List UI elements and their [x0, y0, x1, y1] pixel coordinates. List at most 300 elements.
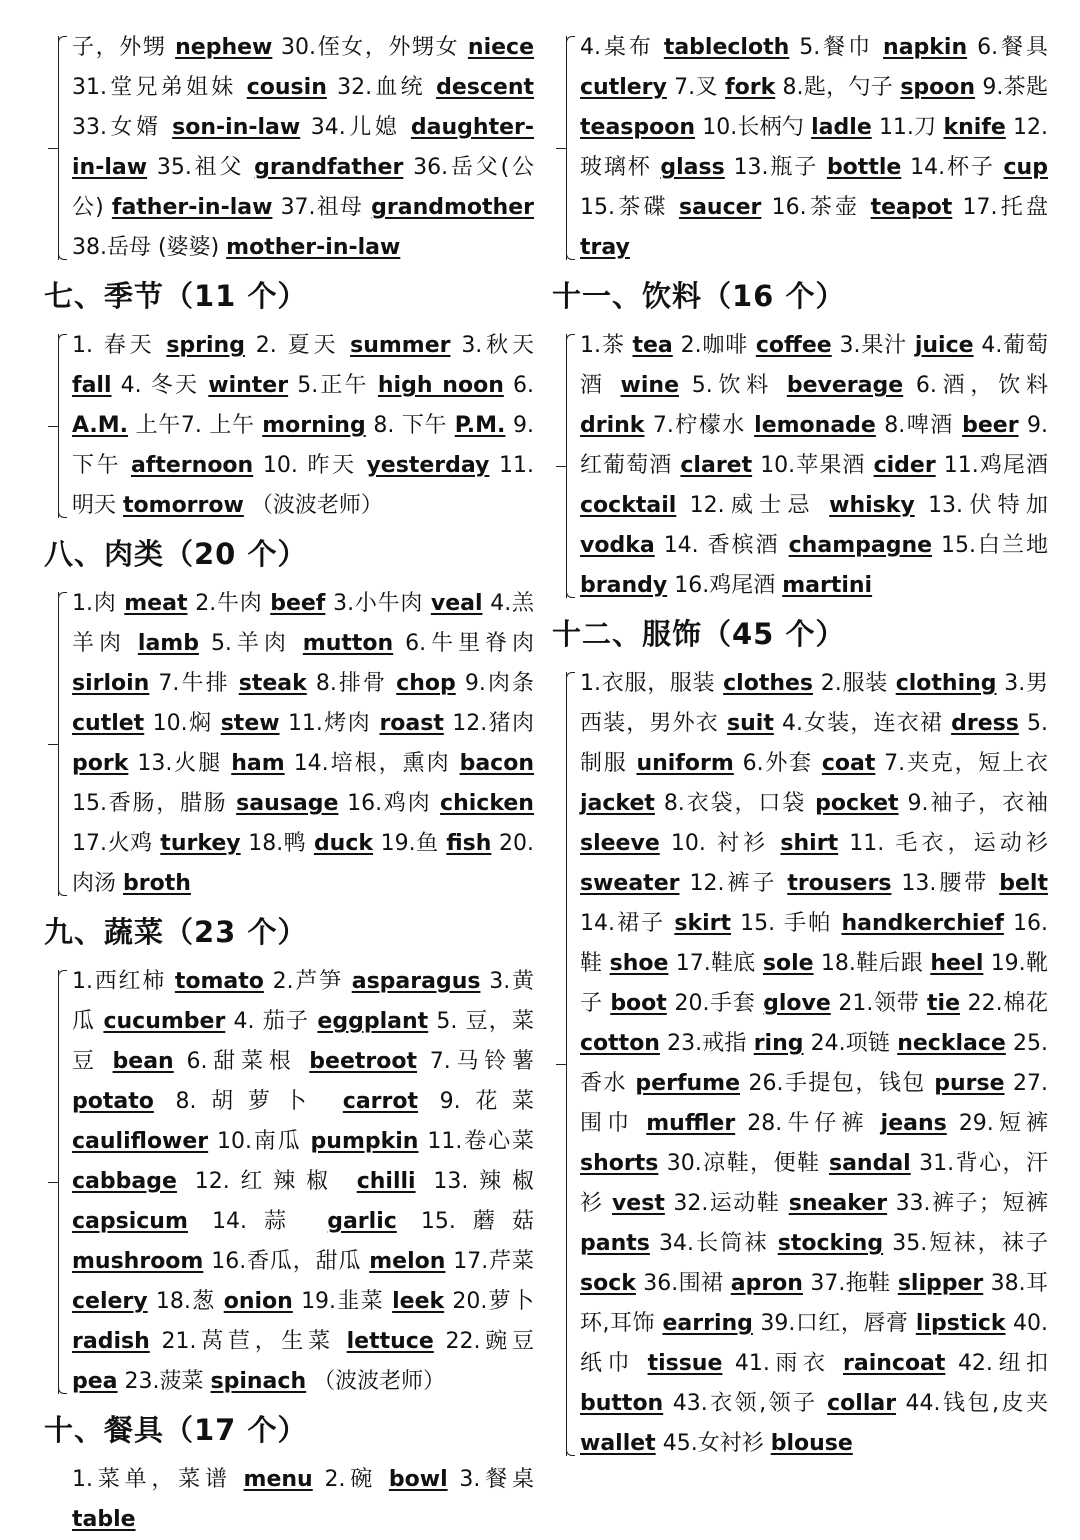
brace-icon [556, 36, 578, 260]
vocab-item [281, 35, 534, 60]
chinese-term: 4. 茄子 [233, 1009, 310, 1034]
english-word: heel [930, 951, 984, 976]
vocab-item [690, 493, 915, 518]
vocab-item [256, 333, 451, 358]
english-word: stew [220, 711, 280, 736]
chinese-term: 8.衣袋，口袋 [663, 791, 807, 816]
chinese-term: 3.餐桌 [459, 1467, 534, 1492]
chinese-term: 35.短袜，袜子 [892, 1231, 1048, 1256]
vocab-item [749, 1071, 1005, 1096]
chinese-term: 21.莴苣，生菜 [161, 1329, 335, 1354]
vocab-item [325, 1467, 448, 1492]
vegetables-block [44, 962, 534, 1402]
vocab-item [72, 235, 400, 260]
chinese-term: 35.祖父 [156, 155, 245, 180]
chinese-term: 5.制服 [580, 711, 1048, 776]
english-word: glove [763, 991, 831, 1016]
english-word: cocktail [580, 493, 677, 518]
english-word: dress [951, 711, 1019, 736]
chinese-term: 37.祖母 [280, 195, 363, 220]
chinese-term: 23.菠菜 [124, 1369, 204, 1394]
english-word: ham [231, 751, 285, 776]
chinese-term: 16.鸡肉 [347, 791, 432, 816]
chinese-term: 2.咖啡 [680, 333, 749, 358]
chinese-term: 25.香水 [580, 1031, 1048, 1096]
chinese-term: 4.桌布 [580, 35, 654, 60]
vocab-item [125, 1369, 307, 1394]
vocab-item [217, 1129, 418, 1154]
chinese-term: 5.正午 [297, 373, 369, 398]
vocab-item [659, 1231, 883, 1256]
vocab-item [674, 75, 775, 100]
chinese-term: 19.靴子 [580, 951, 1048, 1016]
vocab-item [910, 155, 1048, 180]
vocab-item [72, 1467, 313, 1492]
english-word: clothing [895, 671, 997, 696]
vocab-item [72, 115, 300, 140]
english-word: tomato [174, 969, 264, 994]
vocab-item [281, 195, 534, 220]
vocab-item [121, 373, 288, 398]
chinese-term: 9.花菜 [439, 1089, 534, 1114]
chinese-term: 17.火鸡 [72, 831, 153, 856]
english-word: leek [392, 1289, 445, 1314]
chinese-term: 8.排骨 [315, 671, 388, 696]
vocab-item [297, 373, 504, 398]
vocab-item [692, 373, 903, 398]
english-word: muffler [646, 1111, 736, 1136]
english-word: garlic [327, 1209, 397, 1234]
english-word: sneaker [788, 1191, 888, 1216]
english-word: mother-in-law [226, 235, 401, 260]
chinese-term: 5.羊肉 [210, 631, 291, 656]
english-word: afternoon [130, 453, 254, 478]
chinese-term: 1.菜单，菜谱 [72, 1467, 232, 1492]
vocab-item [580, 195, 761, 220]
vocab-item [673, 1391, 896, 1416]
english-word: wallet [580, 1431, 656, 1456]
chinese-term: 5.餐巾 [799, 35, 874, 60]
vocab-item [783, 75, 976, 100]
english-word: cotton [580, 1031, 660, 1056]
english-word: button [580, 1391, 664, 1416]
english-word: broth [123, 871, 191, 896]
vocab-item [273, 969, 481, 994]
vocab-item [161, 1329, 433, 1354]
english-word: skirt [674, 911, 731, 936]
english-word: tea [632, 333, 673, 358]
chinese-term: 29.短裤 [958, 1111, 1048, 1136]
english-word: drink [580, 413, 645, 438]
english-word: shirt [780, 831, 839, 856]
english-word: jacket [580, 791, 655, 816]
english-word: asparagus [351, 969, 481, 994]
vocab-item [676, 951, 814, 976]
vocab-item [760, 1311, 1005, 1336]
tableware-heading: 十、餐具（17 个） [44, 1413, 308, 1447]
english-word: high noon [377, 373, 504, 398]
seasons-block [44, 326, 534, 526]
english-word: slipper [897, 1271, 984, 1296]
english-word: blouse [770, 1431, 853, 1456]
english-word: brandy [580, 573, 668, 598]
english-word: sausage [236, 791, 339, 816]
chinese-term: 3.小牛肉 [333, 591, 424, 616]
vocab-item [840, 333, 974, 358]
chinese-term: 13.辣椒 [433, 1169, 534, 1194]
english-word: table [72, 1507, 136, 1532]
vocab-item [782, 711, 1019, 736]
chinese-term: 10. 昨天 [262, 453, 357, 478]
chinese-term: 10.南瓜 [217, 1129, 302, 1154]
english-word: handkerchief [841, 911, 1004, 936]
chinese-term: 43.衣领,领子 [672, 1391, 818, 1416]
english-word: teaspoon [580, 115, 696, 140]
vocab-item [674, 573, 872, 598]
english-word: necklace [897, 1031, 1006, 1056]
chinese-term: 5.饮料 [691, 373, 775, 398]
vocab-item [72, 791, 338, 816]
english-word: melon [369, 1249, 446, 1274]
chinese-term: 11. 明天 [72, 453, 535, 518]
brace-icon [48, 970, 70, 1394]
english-word: niece [467, 35, 535, 60]
chinese-term: 8.匙，勺子 [782, 75, 894, 100]
english-word: lemonade [754, 413, 876, 438]
chinese-term: 42.纽扣 [957, 1351, 1048, 1376]
vocab-item [288, 711, 444, 736]
vocab-item [689, 871, 891, 896]
vocab-item [838, 991, 960, 1016]
chinese-term: 31.背心，汗衫 [580, 1151, 1048, 1216]
english-word: fork [725, 75, 776, 100]
chinese-term: 19.韭菜 [301, 1289, 384, 1314]
english-word: veal [430, 591, 483, 616]
vocab-item [740, 911, 1004, 936]
vocab-item [674, 991, 830, 1016]
vocab-item [772, 195, 953, 220]
english-word: cauliflower [72, 1129, 209, 1154]
english-word: cucumber [103, 1009, 226, 1034]
chinese-term: 3.秋天 [461, 333, 534, 358]
chinese-term: 14.杯子 [910, 155, 995, 180]
english-word: daughter-in-law [72, 115, 534, 180]
vocab-item [879, 115, 1006, 140]
vocab-item [580, 35, 789, 60]
english-word: carrot [342, 1089, 419, 1114]
chinese-term: 9.肉条 [464, 671, 534, 696]
seasons-heading: 七、季节（11 个） [44, 279, 308, 313]
chinese-term: 3.男西装，男外衣 [580, 671, 1048, 736]
chinese-term: 16.茶壶 [771, 195, 861, 220]
meat-block [44, 584, 534, 904]
chinese-term: 31.堂兄弟姐妹 [72, 75, 237, 100]
english-word: winter [208, 373, 289, 398]
english-word: son-in-law [172, 115, 301, 140]
chinese-term: 10.苹果酒 [760, 453, 866, 478]
chinese-term: 20.萝卜 [452, 1289, 534, 1314]
english-word: knife [943, 115, 1006, 140]
english-word: grandfather [254, 155, 404, 180]
vocab-item [212, 1209, 397, 1234]
vocab-item [821, 671, 997, 696]
vocab-item [664, 791, 899, 816]
chinese-term: 13.伏特加 [928, 493, 1048, 518]
vocab-item [811, 1031, 1006, 1056]
chinese-term: 18.鞋后跟 [820, 951, 924, 976]
chinese-term: 19.鱼 [380, 831, 439, 856]
english-word: jeans [880, 1111, 947, 1136]
english-word: coat [821, 751, 876, 776]
english-word: stocking [777, 1231, 884, 1256]
english-word: onion [223, 1289, 293, 1314]
vocab-item [681, 333, 832, 358]
chinese-term: 18.葱 [155, 1289, 216, 1314]
english-word: shoe [609, 951, 669, 976]
chinese-term: 27.围巾 [580, 1071, 1048, 1136]
chinese-term: 14.蒜 [211, 1209, 304, 1234]
chinese-term: 10. 衬衫 [670, 831, 770, 856]
english-word: tissue [647, 1351, 723, 1376]
english-word: juice [914, 333, 974, 358]
chinese-term: 13.腰带 [901, 871, 990, 896]
chinese-term: 41.雨衣 [734, 1351, 831, 1376]
chinese-term: 7.牛排 [158, 671, 230, 696]
chinese-term: 11.烤肉 [287, 711, 372, 736]
chinese-term: 20.手套 [674, 991, 756, 1016]
chinese-term: 1.肉 [72, 591, 117, 616]
english-word: pants [580, 1231, 650, 1256]
vocab-item [294, 751, 534, 776]
chinese-term: 7.叉 [674, 75, 718, 100]
chinese-term: 34.长筒袜 [659, 1231, 769, 1256]
chinese-term: 17.鞋底 [675, 951, 756, 976]
vocab-item [136, 413, 366, 438]
brace-icon [556, 672, 578, 1456]
vocab-item [901, 871, 1048, 896]
chinese-term: 40.纸巾 [580, 1311, 1049, 1376]
english-word: menu [243, 1467, 313, 1492]
chinese-term: 34.儿媳 [310, 115, 401, 140]
english-word: pocket [815, 791, 899, 816]
vocab-item [72, 969, 264, 994]
english-word: fall [72, 373, 112, 398]
clothing-block [552, 664, 1048, 1464]
english-word: saucer [678, 195, 762, 220]
chinese-term: 2.牛肉 [195, 591, 263, 616]
chinese-term: 17.芹菜 [453, 1249, 534, 1274]
chinese-term: 12.裤子 [689, 871, 778, 896]
english-word: wine [620, 373, 679, 398]
english-word: spoon [900, 75, 976, 100]
right-column [552, 28, 1048, 1464]
chinese-term: 7.夹克，短上衣 [884, 751, 1048, 776]
vocab-item [799, 35, 967, 60]
chinese-term: 11.卷心菜 [427, 1129, 534, 1154]
chinese-term: 15. 手帕 [740, 911, 833, 936]
chinese-term: 10.长柄勺 [702, 115, 804, 140]
chinese-term: 6.餐具 [977, 35, 1048, 60]
chinese-term: 30.凉鞋，便鞋 [666, 1151, 821, 1176]
english-word: sleeve [580, 831, 660, 856]
vegetables-heading: 九、蔬菜（23 个） [44, 915, 308, 949]
english-word: apron [730, 1271, 803, 1296]
english-word: raincoat [843, 1351, 946, 1376]
chinese-term: 12.玻璃杯 [580, 115, 1048, 180]
english-word: beverage [786, 373, 904, 398]
english-word: sole [762, 951, 814, 976]
chinese-term: 4.女装，连衣裙 [781, 711, 943, 736]
chinese-term: 9.茶匙 [982, 75, 1048, 100]
english-word: morning [262, 413, 366, 438]
chinese-term: 15.香肠，腊肠 [72, 791, 228, 816]
english-word: nephew [175, 35, 273, 60]
vocab-item [186, 1049, 417, 1074]
chinese-term: 15.白兰地 [941, 533, 1049, 558]
english-word: pork [72, 751, 129, 776]
english-word: celery [72, 1289, 148, 1314]
english-word: glass [660, 155, 725, 180]
chinese-term: 15.蘑菇 [420, 1209, 534, 1234]
chinese-term: 38.岳母 (婆婆) [72, 235, 220, 260]
english-word: sirloin [72, 671, 150, 696]
english-word: chilli [356, 1169, 416, 1194]
english-word: roast [379, 711, 444, 736]
vocab-item [734, 155, 902, 180]
english-word: cup [1003, 155, 1048, 180]
vocab-item [158, 671, 306, 696]
english-word: ring [753, 1031, 804, 1056]
chinese-term: 1.西红柿 [72, 969, 167, 994]
chinese-term: 8.啤酒 [884, 413, 954, 438]
english-word: yesterday [366, 453, 490, 478]
chinese-term: 13.火腿 [137, 751, 223, 776]
english-word: duck [313, 831, 374, 856]
chinese-term: 23.戒指 [667, 1031, 747, 1056]
chinese-term: 32.运动鞋 [673, 1191, 781, 1216]
chinese-term: 6. [513, 373, 535, 398]
chinese-term: 2.碗 [324, 1467, 378, 1492]
vocab-item [760, 453, 935, 478]
english-word: teapot [870, 195, 953, 220]
vocab-item [301, 1289, 444, 1314]
english-word: trousers [787, 871, 892, 896]
english-word: cutlery [580, 75, 667, 100]
chinese-term: 子，外甥 [72, 35, 167, 60]
vocab-item [643, 1271, 803, 1296]
english-word: vodka [580, 533, 655, 558]
chinese-term: 9. 下午 [72, 413, 534, 478]
chinese-term: 22.豌豆 [445, 1329, 534, 1354]
chinese-term: 17.托盘 [962, 195, 1049, 220]
vocab-item [810, 1271, 983, 1296]
english-word: beer [962, 413, 1019, 438]
chinese-term: 1. 春天 [72, 333, 156, 358]
chinese-term: 24.项链 [810, 1031, 891, 1056]
chinese-term: 12.红辣椒 [194, 1169, 339, 1194]
chinese-term: 20.肉汤 [72, 831, 534, 896]
vocab-item [667, 1151, 911, 1176]
vocab-item [673, 1191, 887, 1216]
english-word: tablecloth [663, 35, 790, 60]
english-word: sweater [580, 871, 680, 896]
vocab-item [176, 1089, 419, 1114]
english-word: lettuce [346, 1329, 434, 1354]
english-word: claret [680, 453, 753, 478]
english-word: chop [396, 671, 456, 696]
vocab-item [72, 333, 245, 358]
family-continuation-block [44, 28, 534, 268]
english-word: bacon [459, 751, 534, 776]
vocab-item [347, 791, 534, 816]
english-word: potato [72, 1089, 154, 1114]
brace-icon [48, 36, 70, 260]
english-word: chicken [440, 791, 534, 816]
english-word: shorts [580, 1151, 659, 1176]
vocab-item [211, 631, 393, 656]
vocab-item [580, 671, 813, 696]
chinese-term: 10.焖 [152, 711, 213, 736]
chinese-term: 14.裙子 [580, 911, 666, 936]
vocab-item [373, 413, 505, 438]
chinese-term: 15.茶碟 [580, 195, 669, 220]
chinese-term: 45.女衬衫 [662, 1431, 764, 1456]
vocab-item [735, 1351, 946, 1376]
chinese-term: 16.鞋 [580, 911, 1049, 976]
english-word: spinach [210, 1369, 307, 1394]
english-word: A.M. [72, 413, 129, 438]
drinks-heading: 十一、饮料（16 个） [552, 279, 846, 313]
chinese-term: 21.领带 [838, 991, 920, 1016]
brace-icon [48, 334, 70, 518]
vocab-item [72, 75, 327, 100]
english-word: purse [934, 1071, 1005, 1096]
chinese-term: 2. 夏天 [255, 333, 340, 358]
english-word: earring [662, 1311, 753, 1336]
vocab-item [211, 1249, 445, 1274]
drinks-block [552, 326, 1048, 606]
chinese-term: 36.围裙 [643, 1271, 724, 1296]
left-column [44, 28, 534, 1540]
vocab-item [137, 751, 284, 776]
english-word: suit [727, 711, 774, 736]
english-word: pea [72, 1369, 118, 1394]
english-word: descent [436, 75, 534, 100]
english-word: father-in-law [111, 195, 273, 220]
chinese-term: 38.耳环,耳饰 [580, 1271, 1048, 1336]
english-word: summer [350, 333, 451, 358]
chinese-term: 8. 下午 [373, 413, 448, 438]
english-word: beef [270, 591, 326, 616]
english-word: grandmother [371, 195, 534, 220]
english-word: mutton [302, 631, 394, 656]
english-word: mushroom [72, 1249, 204, 1274]
chinese-term: 6.甜菜根 [186, 1049, 297, 1074]
chinese-term: 6.外套 [742, 751, 813, 776]
english-word: meat [124, 591, 188, 616]
english-word: champagne [788, 533, 933, 558]
english-word: cider [873, 453, 936, 478]
vocab-item [653, 413, 876, 438]
chinese-term: 11.鸡尾酒 [943, 453, 1048, 478]
brace-icon [556, 334, 578, 598]
chinese-term: 16.鸡尾酒 [674, 573, 776, 598]
chinese-term: 8.胡萝卜 [175, 1089, 322, 1114]
chinese-term: 7.马铃薯 [429, 1049, 535, 1074]
english-word: radish [72, 1329, 150, 1354]
chinese-term: 上午7. 上午 [135, 413, 255, 438]
chinese-term: 39.口红，唇膏 [760, 1311, 909, 1336]
